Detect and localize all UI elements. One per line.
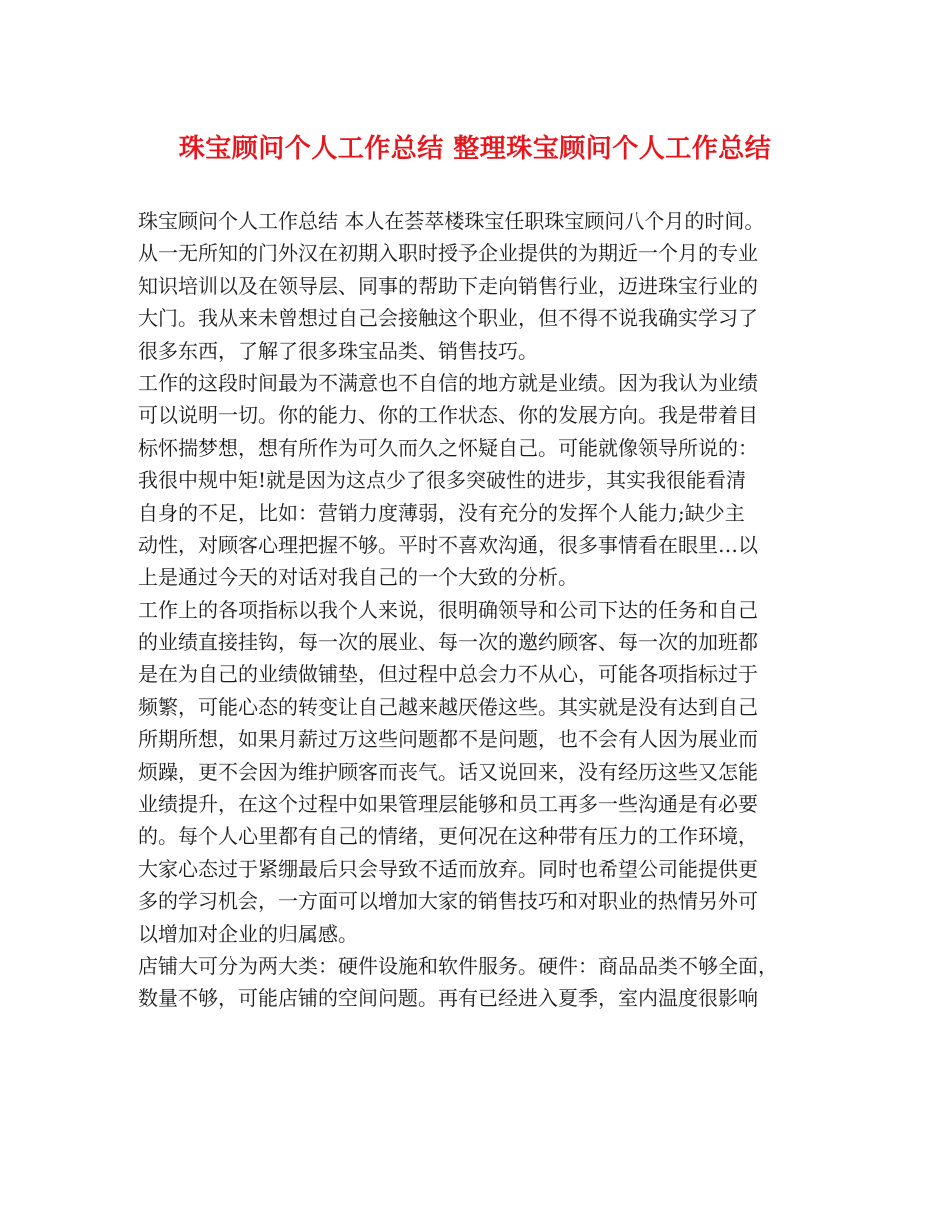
body-line: 上是通过今天的对话对我自己的一个大致的分析。 xyxy=(138,565,578,590)
document-title: 珠宝顾问个人工作总结 整理珠宝顾问个人工作总结 xyxy=(178,134,772,164)
body-line: 可以说明一切。你的能力、你的工作状态、你的发展方向。我是带着目 xyxy=(138,403,758,428)
body-line: 我很中规中矩!就是因为这点少了很多突破性的进步，其实我很能看清 xyxy=(138,468,747,493)
body-line: 烦躁，更不会因为维护顾客而丧气。话又说回来，没有经历这些又怎能 xyxy=(138,759,758,784)
body-line: 从一无所知的门外汉在初期入职时授予企业提供的为期近一个月的专业 xyxy=(138,241,758,266)
document-body xyxy=(138,205,828,1015)
body-line: 珠宝顾问个人工作总结 本人在荟萃楼珠宝任职珠宝顾问八个月的时间。 xyxy=(138,209,765,233)
body-line: 业绩提升，在这个过程中如果管理层能够和员工再多一些沟通是有必要 xyxy=(138,792,758,817)
body-line: 的。每个人心里都有自己的情绪，更何况在这种带有压力的工作环境， xyxy=(138,824,758,849)
body-line: 所期所想，如果月薪过万这些问题都不是问题，也不会有人因为展业而 xyxy=(138,727,758,752)
body-line: 以增加对企业的归属感。 xyxy=(138,921,358,946)
body-line: 工作的这段时间最为不满意也不自信的地方就是业绩。因为我认为业绩 xyxy=(138,370,758,395)
body-line: 数量不够，可能店铺的空间问题。再有已经进入夏季，室内温度很影响 xyxy=(138,986,758,1011)
body-line: 是在为自己的业绩做铺垫，但过程中总会力不从心，可能各项指标过于 xyxy=(138,662,758,687)
body-line: 的业绩直接挂钩，每一次的展业、每一次的邀约顾客、每一次的加班都 xyxy=(138,630,758,655)
body-line: 大门。我从来未曾想过自己会接触这个职业，但不得不说我确实学习了 xyxy=(138,306,758,331)
body-line: 店铺大可分为两大类：硬件设施和软件服务。硬件：商品品类不够全面， xyxy=(138,953,778,978)
body-line: 知识培训以及在领导层、同事的帮助下走向销售行业，迈进珠宝行业的 xyxy=(138,273,758,298)
body-line: 大家心态过于紧绷最后只会导致不适而放弃。同时也希望公司能提供更 xyxy=(138,856,758,881)
body-line: 自身的不足，比如：营销力度薄弱，没有充分的发挥个人能力;缺少主 xyxy=(138,500,745,525)
body-line: 多的学习机会，一方面可以增加大家的销售技巧和对职业的热情另外可 xyxy=(138,889,758,914)
body-line: 频繁，可能心态的转变让自己越来越厌倦这些。其实就是没有达到自己 xyxy=(138,694,758,719)
body-line: 工作上的各项指标以我个人来说，很明确领导和公司下达的任务和自己 xyxy=(138,597,758,622)
body-line: 很多东西，了解了很多珠宝品类、销售技巧。 xyxy=(138,338,538,363)
body-line: 动性，对顾客心理把握不够。平时不喜欢沟通，很多事情看在眼里…以 xyxy=(138,532,758,557)
body-line: 标怀揣梦想，想有所作为可久而久之怀疑自己。可能就像领导所说的： xyxy=(138,435,758,460)
